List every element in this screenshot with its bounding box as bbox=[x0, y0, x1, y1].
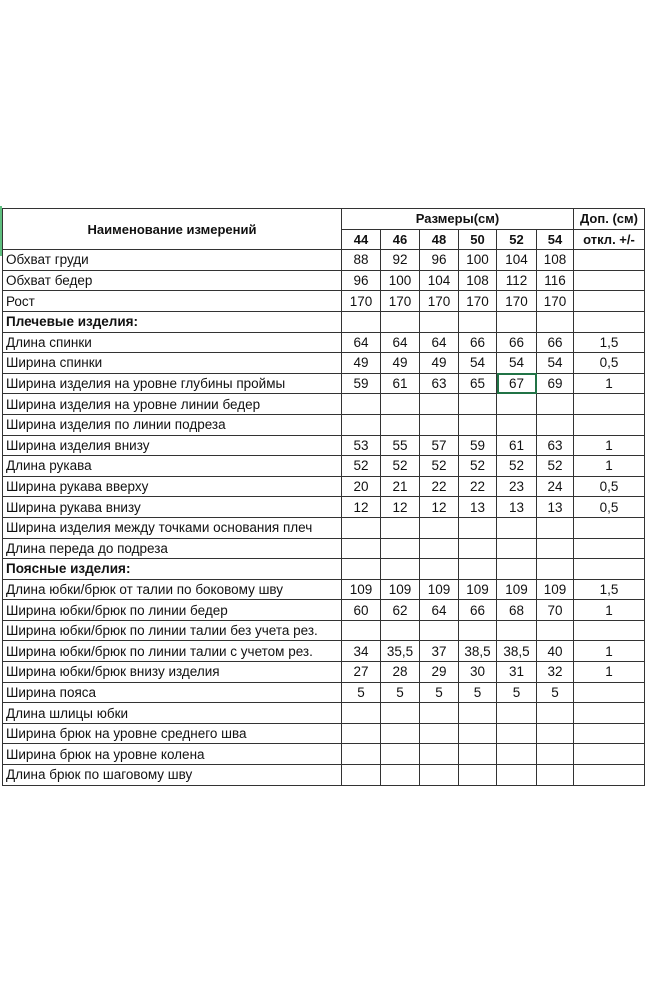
size-value-cell[interactable]: 49 bbox=[342, 353, 381, 374]
size-value-cell[interactable]: 35,5 bbox=[381, 641, 420, 662]
size-value-cell[interactable] bbox=[342, 723, 381, 744]
size-value-cell[interactable] bbox=[459, 723, 497, 744]
size-value-cell[interactable] bbox=[381, 394, 420, 415]
size-value-cell[interactable] bbox=[537, 744, 574, 765]
size-value-cell[interactable]: 52 bbox=[497, 456, 537, 477]
deviation-cell[interactable] bbox=[574, 250, 645, 271]
size-value-cell[interactable]: 23 bbox=[497, 476, 537, 497]
table-row bbox=[3, 353, 645, 374]
measurement-name[interactable]: Ширина юбки/брюк по линии бедер bbox=[3, 600, 342, 621]
table-row bbox=[3, 414, 645, 435]
size-value-cell[interactable] bbox=[420, 394, 459, 415]
table-row bbox=[3, 600, 645, 621]
size-value-cell[interactable]: 5 bbox=[459, 682, 497, 703]
deviation-cell[interactable] bbox=[574, 270, 645, 291]
size-value-cell[interactable]: 5 bbox=[420, 682, 459, 703]
size-value-cell[interactable] bbox=[459, 559, 497, 580]
deviation-cell[interactable]: 1 bbox=[574, 662, 645, 683]
size-value-cell[interactable] bbox=[537, 559, 574, 580]
measurement-name[interactable]: Ширина спинки bbox=[3, 353, 342, 374]
size-value-cell[interactable]: 61 bbox=[381, 373, 420, 394]
size-value-cell[interactable]: 22 bbox=[420, 476, 459, 497]
size-value-cell[interactable] bbox=[381, 538, 420, 559]
size-value-cell[interactable] bbox=[537, 394, 574, 415]
size-value-cell[interactable] bbox=[381, 765, 420, 786]
size-value-cell[interactable] bbox=[381, 517, 420, 538]
size-value-cell[interactable] bbox=[420, 538, 459, 559]
deviation-cell[interactable] bbox=[574, 291, 645, 312]
header-size: 54 bbox=[537, 229, 574, 250]
size-value-cell[interactable]: 40 bbox=[537, 641, 574, 662]
size-value-cell[interactable]: 62 bbox=[381, 600, 420, 621]
size-value-cell[interactable]: 52 bbox=[459, 456, 497, 477]
size-value-cell[interactable]: 38,5 bbox=[497, 641, 537, 662]
size-value-cell[interactable]: 69 bbox=[537, 373, 574, 394]
spreadsheet bbox=[2, 208, 645, 786]
size-value-cell[interactable] bbox=[497, 538, 537, 559]
size-value-cell[interactable] bbox=[420, 723, 459, 744]
size-value-cell[interactable] bbox=[420, 744, 459, 765]
header-size: 52 bbox=[497, 229, 537, 250]
size-value-cell[interactable]: 104 bbox=[497, 250, 537, 271]
deviation-cell[interactable] bbox=[574, 311, 645, 332]
table-row bbox=[3, 641, 645, 662]
size-value-cell[interactable]: 13 bbox=[537, 497, 574, 518]
size-value-cell[interactable]: 64 bbox=[420, 600, 459, 621]
size-value-cell[interactable] bbox=[537, 311, 574, 332]
measurement-name[interactable]: Ширина изделия между точками основания плеч bbox=[3, 517, 342, 538]
measurement-name[interactable]: Длина брюк по шаговому шву bbox=[3, 765, 342, 786]
size-value-cell[interactable]: 100 bbox=[381, 270, 420, 291]
size-value-cell[interactable]: 49 bbox=[381, 353, 420, 374]
measurement-name[interactable]: Длина спинки bbox=[3, 332, 342, 353]
size-value-cell[interactable]: 12 bbox=[381, 497, 420, 518]
size-value-cell[interactable] bbox=[381, 620, 420, 641]
size-value-cell[interactable]: 170 bbox=[459, 291, 497, 312]
size-value-cell[interactable] bbox=[497, 620, 537, 641]
deviation-cell[interactable] bbox=[574, 394, 645, 415]
table-row bbox=[3, 456, 645, 477]
size-value-cell[interactable]: 20 bbox=[342, 476, 381, 497]
size-value-cell[interactable] bbox=[342, 620, 381, 641]
size-value-cell[interactable] bbox=[420, 703, 459, 724]
size-value-cell[interactable] bbox=[497, 394, 537, 415]
size-value-cell[interactable]: 109 bbox=[420, 579, 459, 600]
size-value-cell[interactable] bbox=[420, 765, 459, 786]
size-value-cell[interactable] bbox=[459, 765, 497, 786]
size-value-cell[interactable] bbox=[381, 414, 420, 435]
size-value-cell[interactable] bbox=[381, 703, 420, 724]
size-value-cell[interactable]: 31 bbox=[497, 662, 537, 683]
deviation-cell[interactable]: 0,5 bbox=[574, 497, 645, 518]
table-row bbox=[3, 765, 645, 786]
measurement-name[interactable]: Ширина юбки/брюк внизу изделия bbox=[3, 662, 342, 683]
header-deviation-title: Доп. (см) bbox=[574, 209, 645, 230]
size-value-cell[interactable]: 52 bbox=[420, 456, 459, 477]
size-value-cell[interactable] bbox=[381, 744, 420, 765]
size-value-cell[interactable] bbox=[342, 311, 381, 332]
deviation-cell[interactable]: 1 bbox=[574, 373, 645, 394]
size-value-cell[interactable]: 65 bbox=[459, 373, 497, 394]
deviation-cell[interactable]: 1 bbox=[574, 600, 645, 621]
measurement-name[interactable]: Длина юбки/брюк от талии по боковому шву bbox=[3, 579, 342, 600]
size-value-cell[interactable] bbox=[459, 311, 497, 332]
size-value-cell[interactable]: 59 bbox=[459, 435, 497, 456]
header-deviation-sub: откл. +/- bbox=[574, 229, 645, 250]
size-value-cell[interactable]: 100 bbox=[459, 250, 497, 271]
table-row bbox=[3, 703, 645, 724]
table-row bbox=[3, 662, 645, 683]
size-value-cell[interactable]: 57 bbox=[420, 435, 459, 456]
measurement-name[interactable]: Длина шлицы юбки bbox=[3, 703, 342, 724]
size-value-cell[interactable]: 53 bbox=[342, 435, 381, 456]
deviation-cell[interactable] bbox=[574, 538, 645, 559]
size-value-cell[interactable]: 61 bbox=[497, 435, 537, 456]
header-size: 44 bbox=[342, 229, 381, 250]
measurement-name[interactable]: Ширина пояса bbox=[3, 682, 342, 703]
deviation-cell[interactable]: 1 bbox=[574, 456, 645, 477]
size-value-cell[interactable] bbox=[459, 703, 497, 724]
deviation-cell[interactable] bbox=[574, 682, 645, 703]
size-value-cell[interactable] bbox=[537, 620, 574, 641]
deviation-cell[interactable]: 1,5 bbox=[574, 579, 645, 600]
size-value-cell[interactable]: 5 bbox=[381, 682, 420, 703]
size-value-cell[interactable] bbox=[420, 620, 459, 641]
size-value-cell[interactable]: 12 bbox=[342, 497, 381, 518]
size-value-cell[interactable]: 88 bbox=[342, 250, 381, 271]
deviation-cell[interactable]: 1 bbox=[574, 435, 645, 456]
size-value-cell[interactable]: 13 bbox=[459, 497, 497, 518]
size-value-cell[interactable]: 64 bbox=[381, 332, 420, 353]
table-row bbox=[3, 723, 645, 744]
deviation-cell[interactable] bbox=[574, 723, 645, 744]
size-value-cell[interactable] bbox=[342, 538, 381, 559]
size-value-cell[interactable] bbox=[420, 414, 459, 435]
size-value-cell[interactable] bbox=[342, 744, 381, 765]
size-value-cell[interactable]: 38,5 bbox=[459, 641, 497, 662]
size-value-cell[interactable]: 170 bbox=[420, 291, 459, 312]
size-value-cell[interactable]: 13 bbox=[497, 497, 537, 518]
size-value-cell[interactable]: 29 bbox=[420, 662, 459, 683]
size-value-cell[interactable] bbox=[342, 765, 381, 786]
size-value-cell[interactable]: 170 bbox=[381, 291, 420, 312]
measurement-name[interactable]: Ширина изделия внизу bbox=[3, 435, 342, 456]
size-value-cell[interactable]: 64 bbox=[342, 332, 381, 353]
size-value-cell[interactable] bbox=[459, 744, 497, 765]
measurement-name[interactable]: Ширина изделия на уровне глубины проймы bbox=[3, 373, 342, 394]
size-value-cell[interactable] bbox=[420, 559, 459, 580]
size-value-cell[interactable] bbox=[497, 723, 537, 744]
size-value-cell[interactable] bbox=[459, 620, 497, 641]
size-value-cell[interactable]: 5 bbox=[342, 682, 381, 703]
size-value-cell[interactable] bbox=[342, 703, 381, 724]
table-row bbox=[3, 373, 645, 394]
table-row bbox=[3, 744, 645, 765]
header-size: 48 bbox=[420, 229, 459, 250]
size-value-cell[interactable]: 60 bbox=[342, 600, 381, 621]
size-value-cell[interactable]: 63 bbox=[537, 435, 574, 456]
measurement-name[interactable]: Ширина юбки/брюк по линии талии без учета рез. bbox=[3, 620, 342, 641]
size-value-cell[interactable]: 21 bbox=[381, 476, 420, 497]
size-value-cell[interactable]: 92 bbox=[381, 250, 420, 271]
deviation-cell[interactable]: 0,5 bbox=[574, 476, 645, 497]
size-value-cell[interactable]: 116 bbox=[537, 270, 574, 291]
size-value-cell[interactable] bbox=[497, 559, 537, 580]
measurement-name[interactable]: Ширина рукава внизу bbox=[3, 497, 342, 518]
size-value-cell[interactable] bbox=[381, 311, 420, 332]
size-value-cell[interactable]: 54 bbox=[459, 353, 497, 374]
table-row bbox=[3, 435, 645, 456]
deviation-cell[interactable] bbox=[574, 744, 645, 765]
size-value-cell[interactable] bbox=[497, 703, 537, 724]
table-row bbox=[3, 250, 645, 271]
header-row-1 bbox=[3, 209, 645, 230]
measurement-name[interactable]: Ширина юбки/брюк по линии талии с учетом рез. bbox=[3, 641, 342, 662]
size-value-cell[interactable] bbox=[459, 414, 497, 435]
size-value-cell[interactable]: 96 bbox=[420, 250, 459, 271]
size-value-cell[interactable]: 54 bbox=[497, 353, 537, 374]
size-value-cell[interactable]: 55 bbox=[381, 435, 420, 456]
size-value-cell[interactable]: 66 bbox=[497, 332, 537, 353]
size-value-cell[interactable]: 5 bbox=[497, 682, 537, 703]
size-value-cell[interactable]: 34 bbox=[342, 641, 381, 662]
size-value-cell[interactable] bbox=[537, 517, 574, 538]
section-heading[interactable]: Плечевые изделия: bbox=[3, 311, 342, 332]
size-value-cell[interactable]: 5 bbox=[537, 682, 574, 703]
table-row bbox=[3, 538, 645, 559]
deviation-cell[interactable] bbox=[574, 620, 645, 641]
size-value-cell[interactable]: 170 bbox=[497, 291, 537, 312]
size-value-cell[interactable] bbox=[497, 517, 537, 538]
size-value-cell[interactable]: 109 bbox=[497, 579, 537, 600]
size-value-cell[interactable]: 52 bbox=[342, 456, 381, 477]
size-value-cell[interactable]: 108 bbox=[537, 250, 574, 271]
deviation-cell[interactable] bbox=[574, 703, 645, 724]
table-row bbox=[3, 394, 645, 415]
table-row bbox=[3, 270, 645, 291]
size-value-cell[interactable] bbox=[420, 517, 459, 538]
size-value-cell[interactable] bbox=[497, 414, 537, 435]
size-value-cell[interactable] bbox=[497, 311, 537, 332]
size-value-cell[interactable] bbox=[459, 538, 497, 559]
size-value-cell[interactable]: 96 bbox=[342, 270, 381, 291]
header-name-column: Наименование измерений bbox=[3, 209, 342, 250]
deviation-cell[interactable] bbox=[574, 765, 645, 786]
size-value-cell[interactable] bbox=[497, 744, 537, 765]
table-row bbox=[3, 682, 645, 703]
size-value-cell[interactable]: 37 bbox=[420, 641, 459, 662]
table-row bbox=[3, 497, 645, 518]
table-row bbox=[3, 517, 645, 538]
measurement-name[interactable]: Ширина брюк на уровне среднего шва bbox=[3, 723, 342, 744]
size-value-cell[interactable]: 52 bbox=[537, 456, 574, 477]
size-value-cell[interactable] bbox=[537, 765, 574, 786]
size-value-cell[interactable]: 59 bbox=[342, 373, 381, 394]
size-value-cell[interactable]: 49 bbox=[420, 353, 459, 374]
size-value-cell[interactable] bbox=[342, 559, 381, 580]
size-value-cell[interactable] bbox=[420, 311, 459, 332]
size-value-cell[interactable] bbox=[537, 703, 574, 724]
size-value-cell[interactable]: 30 bbox=[459, 662, 497, 683]
size-value-cell[interactable]: 104 bbox=[420, 270, 459, 291]
size-value-cell[interactable]: 109 bbox=[459, 579, 497, 600]
size-value-cell[interactable]: 112 bbox=[497, 270, 537, 291]
measurement-name[interactable]: Рост bbox=[3, 291, 342, 312]
size-value-cell[interactable]: 109 bbox=[342, 579, 381, 600]
deviation-cell[interactable] bbox=[574, 559, 645, 580]
size-value-cell[interactable]: 66 bbox=[459, 332, 497, 353]
size-value-cell[interactable]: 108 bbox=[459, 270, 497, 291]
size-value-cell[interactable] bbox=[342, 517, 381, 538]
measurement-name[interactable]: Обхват бедер bbox=[3, 270, 342, 291]
measurement-name[interactable]: Ширина брюк на уровне колена bbox=[3, 744, 342, 765]
deviation-cell[interactable]: 1 bbox=[574, 641, 645, 662]
size-value-cell[interactable]: 68 bbox=[497, 600, 537, 621]
size-value-cell[interactable]: 109 bbox=[537, 579, 574, 600]
size-value-cell[interactable]: 12 bbox=[420, 497, 459, 518]
measurement-name[interactable]: Ширина изделия по линии подреза bbox=[3, 414, 342, 435]
size-value-cell[interactable] bbox=[381, 723, 420, 744]
table-row bbox=[3, 559, 645, 580]
size-value-cell[interactable] bbox=[497, 765, 537, 786]
table-row bbox=[3, 620, 645, 641]
size-value-cell[interactable]: 54 bbox=[537, 353, 574, 374]
measurement-name[interactable]: Ширина рукава вверху bbox=[3, 476, 342, 497]
size-value-cell[interactable]: 170 bbox=[342, 291, 381, 312]
deviation-cell[interactable] bbox=[574, 414, 645, 435]
size-value-cell[interactable]: 63 bbox=[420, 373, 459, 394]
size-value-cell[interactable] bbox=[537, 538, 574, 559]
header-size: 46 bbox=[381, 229, 420, 250]
size-value-cell[interactable] bbox=[459, 517, 497, 538]
size-value-cell[interactable]: 66 bbox=[459, 600, 497, 621]
size-value-cell[interactable] bbox=[342, 394, 381, 415]
size-value-cell[interactable]: 52 bbox=[381, 456, 420, 477]
size-value-cell[interactable]: 109 bbox=[381, 579, 420, 600]
size-value-cell[interactable]: 70 bbox=[537, 600, 574, 621]
table-row bbox=[3, 332, 645, 353]
size-value-cell[interactable] bbox=[342, 414, 381, 435]
measurement-name[interactable]: Длина рукава bbox=[3, 456, 342, 477]
size-value-cell[interactable] bbox=[381, 559, 420, 580]
size-value-cell[interactable]: 66 bbox=[537, 332, 574, 353]
size-value-cell[interactable]: 64 bbox=[420, 332, 459, 353]
section-heading[interactable]: Поясные изделия: bbox=[3, 559, 342, 580]
table-row bbox=[3, 579, 645, 600]
size-value-cell[interactable]: 170 bbox=[537, 291, 574, 312]
table-row bbox=[3, 311, 645, 332]
size-value-cell[interactable]: 24 bbox=[537, 476, 574, 497]
table-row bbox=[3, 291, 645, 312]
size-value-cell[interactable]: 27 bbox=[342, 662, 381, 683]
size-value-cell[interactable] bbox=[459, 394, 497, 415]
size-value-cell[interactable] bbox=[537, 723, 574, 744]
size-value-cell[interactable]: 67 bbox=[497, 373, 537, 394]
header-size: 50 bbox=[459, 229, 497, 250]
header-sizes-title: Размеры(см) bbox=[342, 209, 574, 230]
deviation-cell[interactable]: 1,5 bbox=[574, 332, 645, 353]
table-row bbox=[3, 476, 645, 497]
measurement-name[interactable]: Обхват груди bbox=[3, 250, 342, 271]
size-value-cell[interactable] bbox=[537, 414, 574, 435]
measurement-name[interactable]: Ширина изделия на уровне линии бедер bbox=[3, 394, 342, 415]
size-value-cell[interactable]: 28 bbox=[381, 662, 420, 683]
deviation-cell[interactable]: 0,5 bbox=[574, 353, 645, 374]
size-chart-table bbox=[2, 208, 645, 786]
deviation-cell[interactable] bbox=[574, 517, 645, 538]
size-value-cell[interactable]: 32 bbox=[537, 662, 574, 683]
measurement-name[interactable]: Длина переда до подреза bbox=[3, 538, 342, 559]
size-value-cell[interactable]: 22 bbox=[459, 476, 497, 497]
